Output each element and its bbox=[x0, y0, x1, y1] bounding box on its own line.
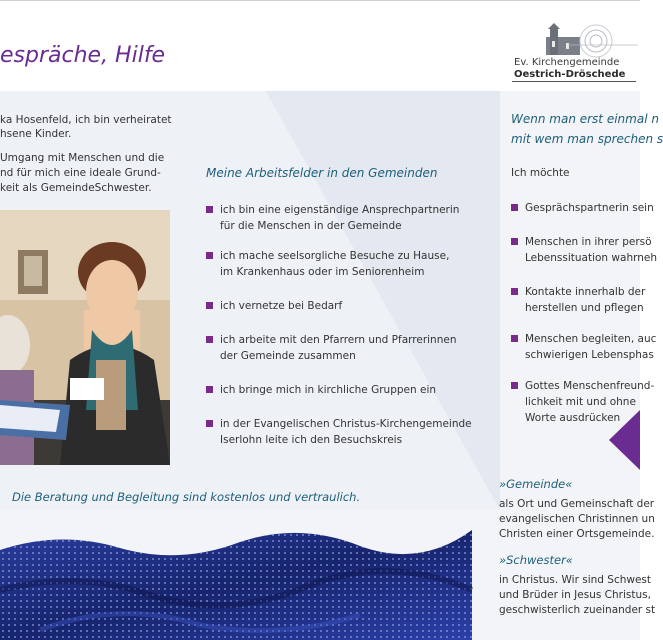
bullet-square-icon bbox=[206, 386, 213, 393]
list-item: Menschen in ihrer persö Lebenssituation wahrneh bbox=[511, 234, 657, 266]
list-item: Kontakte innerhalb der herstellen und pflegen bbox=[511, 284, 657, 316]
term-gemeinde: »Gemeinde« bbox=[499, 477, 573, 491]
list-item: Menschen begleiten, auc schwierigen Lebensphas bbox=[511, 331, 657, 363]
bullet-square-icon bbox=[206, 302, 213, 309]
church-logo bbox=[508, 23, 640, 85]
intro-line: hsene Kinder. bbox=[0, 128, 72, 140]
schwester-line: und Brüder in Jesus Christus, bbox=[499, 589, 651, 601]
schwester-line: geschwisterlich zueinander st bbox=[499, 604, 656, 616]
intro-line: nd für mich eine ideale Grund- bbox=[0, 167, 161, 179]
bullet-square-icon bbox=[206, 420, 213, 427]
purple-corner-triangle bbox=[609, 410, 640, 470]
church-icon bbox=[508, 23, 640, 59]
bullet-square-icon bbox=[511, 382, 518, 389]
list-item: ich bin eine eigenständige Ansprechpartnerin für die Menschen in der Gemeinde bbox=[206, 202, 472, 234]
bullet-square-icon bbox=[511, 288, 518, 295]
blue-cloth-decoration bbox=[0, 520, 472, 640]
page-title: espräche, Hilfe bbox=[0, 43, 166, 68]
portrait-illustration bbox=[0, 210, 170, 465]
bullet-square-icon bbox=[206, 206, 213, 213]
portrait-photo bbox=[0, 210, 170, 465]
right-intro: Ich möchte bbox=[511, 167, 570, 179]
header-bar bbox=[0, 0, 640, 91]
list-item: in der Evangelischen Christus-Kirchengemeinde Iserlohn leite ich den Besuchskreis bbox=[206, 416, 472, 448]
right-heading-line: mit wem man sprechen s bbox=[511, 132, 663, 146]
section-title-arbeitsfelder: Meine Arbeitsfelder in den Gemeinden bbox=[206, 166, 438, 180]
intro-line: keit als GemeindeSchwester. bbox=[0, 182, 152, 194]
list-item: ich arbeite mit den Pfarrern und Pfarrerinnen der Gemeinde zusammen bbox=[206, 332, 472, 364]
logo-underline bbox=[512, 81, 636, 82]
right-heading-line: Wenn man erst einmal n bbox=[511, 112, 659, 126]
gemeinde-line: Christen einer Ortsgemeinde. bbox=[499, 528, 655, 540]
schwester-line: in Christus. Wir sind Schwest bbox=[499, 574, 652, 586]
logo-text-line1: Ev. Kirchengemeinde bbox=[514, 57, 620, 68]
intro-line: Umgang mit Menschen und die bbox=[0, 152, 165, 164]
bullet-square-icon bbox=[511, 335, 518, 342]
list-item: ich bringe mich in kirchliche Gruppen ein bbox=[206, 382, 472, 398]
logo-text-line2: Oestrich-Dröschede bbox=[514, 69, 626, 80]
intro-line: ka Hosenfeld, ich bin verheiratet bbox=[0, 114, 172, 126]
bullet-square-icon bbox=[206, 252, 213, 259]
bullet-square-icon bbox=[206, 336, 213, 343]
bullet-square-icon bbox=[511, 204, 518, 211]
gemeinde-line: als Ort und Gemeinschaft der bbox=[499, 498, 655, 510]
term-schwester: »Schwester« bbox=[499, 553, 573, 567]
right-list bbox=[511, 200, 657, 426]
list-item: ich mache seelsorgliche Besuche zu Hause, im Krankenhaus oder im Seniorenheim bbox=[206, 248, 472, 280]
list-item: Gottes Menschenfreund- lichkeit mit und ohne Worte ausdrücken bbox=[511, 378, 657, 426]
list-item: Gesprächspartnerin sein bbox=[511, 200, 657, 216]
bullet-square-icon bbox=[511, 238, 518, 245]
confidentiality-note: Die Beratung und Begleitung sind kostenlos und vertraulich. bbox=[12, 490, 361, 504]
list-item: ich vernetze bei Bedarf bbox=[206, 298, 472, 314]
gemeinde-line: evangelischen Christinnen un bbox=[499, 513, 655, 525]
arbeitsfelder-list bbox=[206, 202, 472, 448]
